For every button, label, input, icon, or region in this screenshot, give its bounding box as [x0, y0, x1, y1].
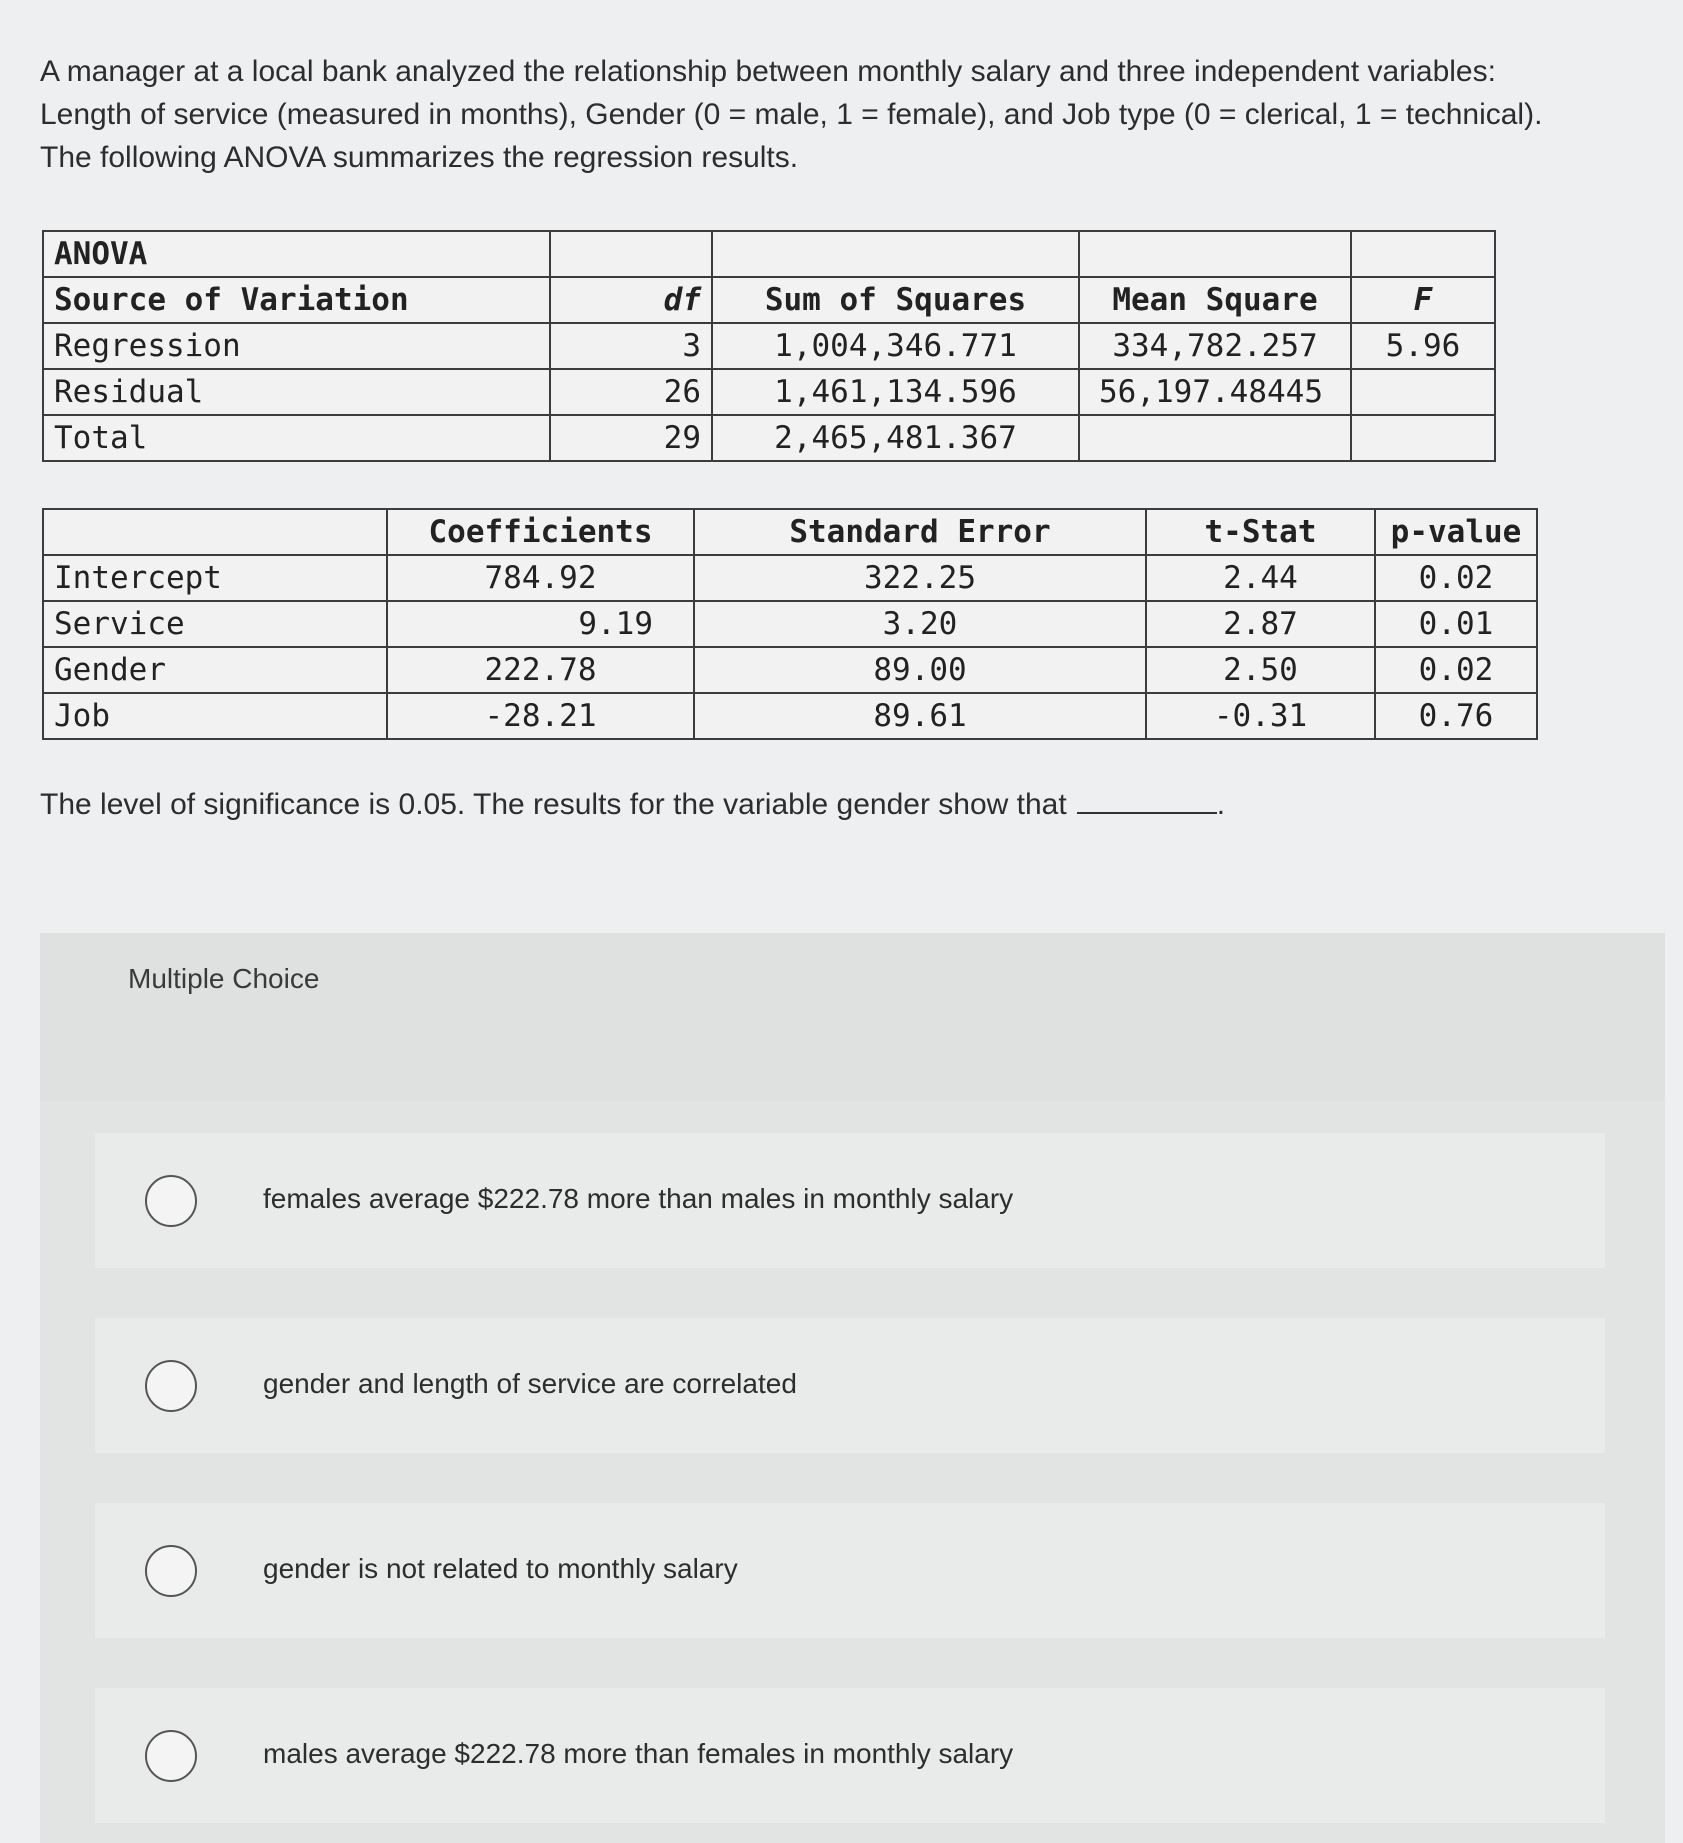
coef-cell: -0.31: [1146, 693, 1375, 739]
coef-cell: 89.61: [694, 693, 1146, 739]
coef-header-t-stat: t-Stat: [1146, 509, 1375, 555]
coef-cell: Gender: [43, 647, 387, 693]
radio-button-icon[interactable]: [145, 1730, 197, 1782]
choice-option-4[interactable]: [95, 1688, 1605, 1823]
coef-cell: 222.78: [387, 647, 694, 693]
anova-cell: 5.96: [1351, 323, 1495, 369]
choice-option-3[interactable]: [95, 1503, 1605, 1638]
coef-cell: 2.50: [1146, 647, 1375, 693]
coef-cell: 0.01: [1375, 601, 1537, 647]
radio-button-icon[interactable]: [145, 1545, 197, 1597]
coef-header-row: [43, 509, 1537, 555]
anova-header-ms: Mean Square: [1079, 277, 1351, 323]
coef-header-p-value: p-value: [1375, 509, 1537, 555]
table-row: [43, 647, 1537, 693]
coef-cell: 0.76: [1375, 693, 1537, 739]
table-row: [43, 323, 1495, 369]
anova-cell: [1079, 415, 1351, 461]
coef-header-coefficients: Coefficients: [387, 509, 694, 555]
anova-cell: 3: [550, 323, 712, 369]
coef-cell: 0.02: [1375, 555, 1537, 601]
anova-title-row: [43, 231, 1495, 277]
anova-header-f: F: [1351, 277, 1495, 323]
table-row: [43, 555, 1537, 601]
table-row: [43, 693, 1537, 739]
multiple-choice-header: [40, 933, 1665, 1101]
question-line-3: The following ANOVA summarizes the regression results.: [40, 141, 799, 174]
coef-cell: 9.19: [387, 601, 694, 647]
table-row: [43, 601, 1537, 647]
coef-cell: 322.25: [694, 555, 1146, 601]
table-row: [43, 369, 1495, 415]
anova-cell: 56,197.48445: [1079, 369, 1351, 415]
anova-cell: 2,465,481.367: [712, 415, 1079, 461]
radio-button-icon[interactable]: [145, 1360, 197, 1412]
anova-cell: [1351, 415, 1495, 461]
coef-cell: 2.44: [1146, 555, 1375, 601]
anova-title: ANOVA: [43, 231, 550, 277]
table-row: [43, 415, 1495, 461]
prompt-sentence: The level of significance is 0.05. The results for the variable gender show that: [40, 788, 1067, 821]
coef-cell: 784.92: [387, 555, 694, 601]
anova-cell: 29: [550, 415, 712, 461]
question-line-2: Length of service (measured in months), Gender (0 = male, 1 = female), and Job type (0 = clerical, 1 = technical).: [40, 98, 1543, 131]
coef-cell: Intercept: [43, 555, 387, 601]
anova-cell: 26: [550, 369, 712, 415]
anova-cell: 1,461,134.596: [712, 369, 1079, 415]
prompt-period: .: [1216, 788, 1226, 821]
coef-cell: Service: [43, 601, 387, 647]
anova-table: [42, 230, 1496, 462]
coefficients-table: [42, 508, 1538, 740]
coef-cell: 89.00: [694, 647, 1146, 693]
coef-cell: Job: [43, 693, 387, 739]
question-line-1: A manager at a local bank analyzed the relationship between monthly salary and three independent variables:: [40, 55, 1496, 88]
choice-option-1[interactable]: [95, 1133, 1605, 1268]
anova-header-ss: Sum of Squares: [712, 277, 1079, 323]
anova-cell: Regression: [43, 323, 550, 369]
anova-cell: 334,782.257: [1079, 323, 1351, 369]
coef-cell: -28.21: [387, 693, 694, 739]
answer-blank: [1077, 790, 1217, 814]
coef-cell: 0.02: [1375, 647, 1537, 693]
radio-button-icon[interactable]: [145, 1175, 197, 1227]
multiple-choice-title: Multiple Choice: [128, 963, 320, 994]
choice-label[interactable]: females average $222.78 more than males in monthly salary: [263, 1183, 1014, 1214]
choice-label[interactable]: gender is not related to monthly salary: [263, 1553, 738, 1584]
anova-header-df: df: [550, 277, 712, 323]
choice-label[interactable]: gender and length of service are correlated: [263, 1368, 797, 1399]
anova-header-row: [43, 277, 1495, 323]
coef-header-std-error: Standard Error: [694, 509, 1146, 555]
anova-cell: 1,004,346.771: [712, 323, 1079, 369]
choice-option-2[interactable]: [95, 1318, 1605, 1453]
coef-header-blank: [43, 509, 387, 555]
question-text: [40, 50, 1640, 179]
anova-cell: Total: [43, 415, 550, 461]
anova-cell: [1351, 369, 1495, 415]
multiple-choice-panel: [40, 933, 1665, 1843]
anova-header-source: Source of Variation: [43, 277, 550, 323]
choice-label[interactable]: males average $222.78 more than females in monthly salary: [263, 1738, 1014, 1769]
prompt-text: [40, 788, 1225, 822]
coef-cell: 3.20: [694, 601, 1146, 647]
anova-cell: Residual: [43, 369, 550, 415]
coef-cell: 2.87: [1146, 601, 1375, 647]
